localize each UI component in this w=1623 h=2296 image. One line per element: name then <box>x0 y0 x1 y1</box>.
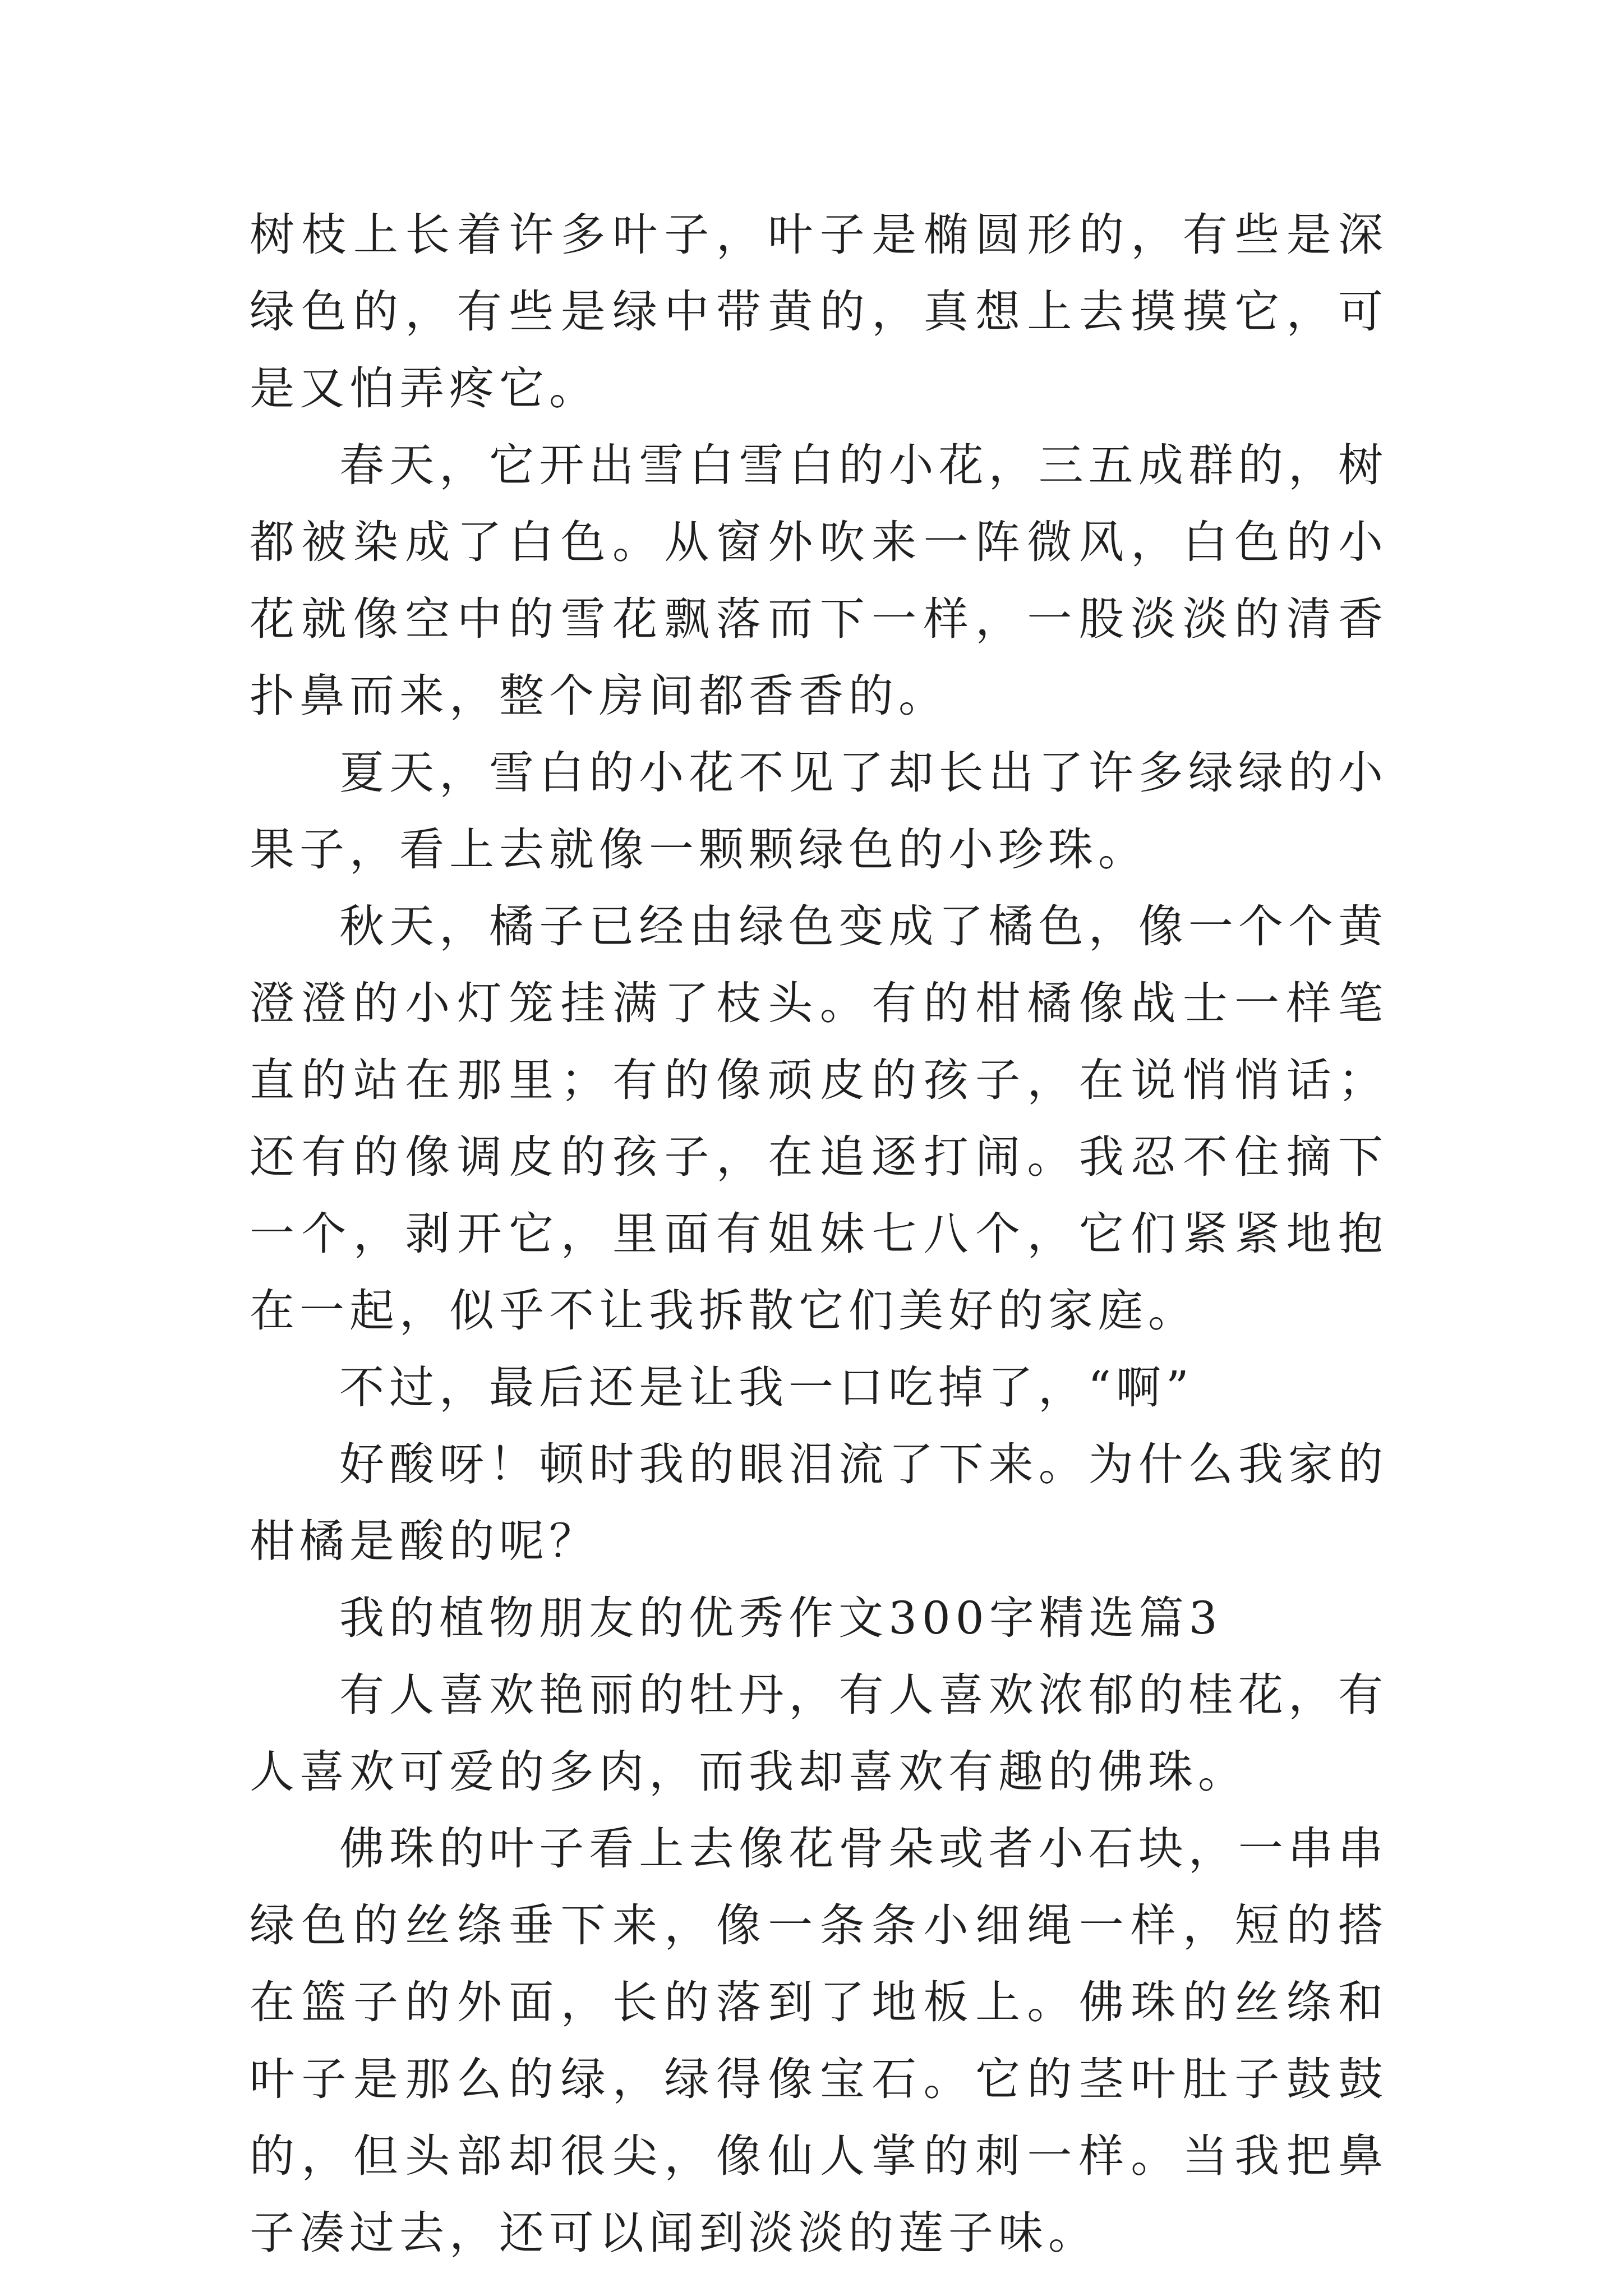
paragraph-intro-plants: 有人喜欢艳丽的牡丹，有人喜欢浓郁的桂花，有人喜欢可爱的多肉，而我却喜欢有趣的佛珠。 <box>250 1669 1388 1798</box>
paragraph-eaten: 不过，最后还是让我一口吃掉了，“啊” <box>339 1361 1194 1414</box>
paragraph-summer: 夏天，雪白的小花不见了却长出了许多绿绿的小果子，看上去就像一颗颗绿色的小珍珠。 <box>250 747 1388 876</box>
document-body <box>250 196 1388 2271</box>
paragraph-autumn: 秋天，橘子已经由绿色变成了橘色，像一个个黄澄澄的小灯笼挂满了枝头。有的柑橘像战士一样笔直的站在那里；有的像顽皮的孩子，在说悄悄话；还有的像调皮的孩子，在追逐打闹。我忍不住摘下一个，剥开它，里面有姐妹七八个，它们紧紧地抱在一起，似乎不让我拆散它们美好的家庭。 <box>250 900 1388 1337</box>
section-heading: 我的植物朋友的优秀作文300字精选篇3 <box>339 1592 1223 1644</box>
paragraph-sour: 好酸呀！顿时我的眼泪流了下来。为什么我家的柑橘是酸的呢？ <box>250 1438 1388 1567</box>
paragraph-leaves: 树枝上长着许多叶子，叶子是椭圆形的，有些是深绿色的，有些是绿中带黄的，真想上去摸摸它，可是又怕弄疼它。 <box>250 209 1388 415</box>
paragraph-spring: 春天，它开出雪白雪白的小花，三五成群的，树都被染成了白色。从窗外吹来一阵微风，白色的小花就像空中的雪花飘落而下一样，一股淡淡的清香扑鼻而来，整个房间都香香的。 <box>250 439 1388 722</box>
paragraph-string-of-pearls: 佛珠的叶子看上去像花骨朵或者小石块，一串串绿色的丝绦垂下来，像一条条小细绳一样，短的搭在篮子的外面，长的落到了地板上。佛珠的丝绦和叶子是那么的绿，绿得像宝石。它的茎叶肚子鼓鼓的，但头部却很尖，像仙人掌的刺一样。当我把鼻子凑过去，还可以闻到淡淡的莲子味。 <box>250 1823 1388 2259</box>
